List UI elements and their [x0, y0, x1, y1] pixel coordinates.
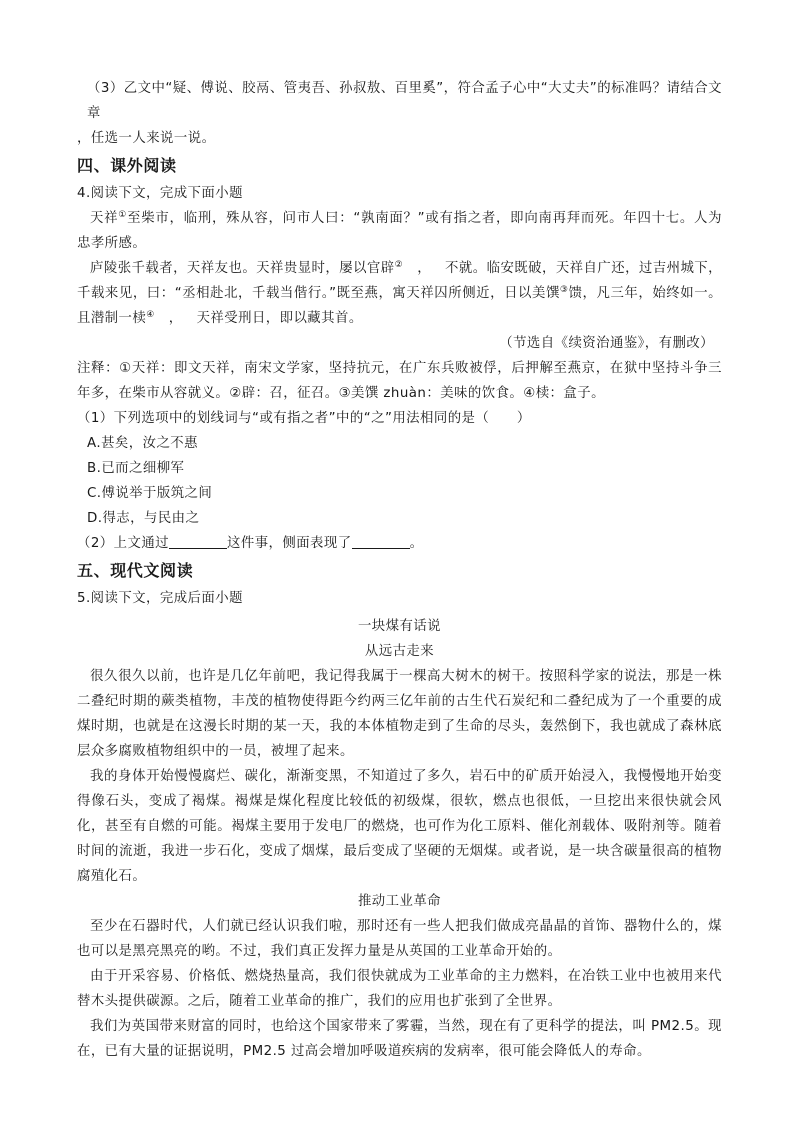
- question-4-1: （1）下列选项中的划线词与“或有指之者”中的“之”用法相同的是（ ）: [77, 411, 531, 426]
- question-4-2: （2）上文通过 这件事，侧面表现了 。: [77, 536, 424, 551]
- subheading-2: 推动工业革命: [357, 894, 442, 909]
- article-paragraph-4: 由于开采容易、价格低、燃烧热量高，我们很快就成为工业革命的主力燃料，在冶铁工业中也被用来代替木头提供碳源。之后，随着工业革命的推广，我们的应用也扩张到了全世界。: [77, 969, 722, 1009]
- classical-paragraph-2: 庐陵张千载者，天祥友也。天祥贵显时，屡以官辟② ， 不就。临安既破，天祥自广还，过吉州城下，千载来见，曰：“丞相赴北，千载当偕行。”既至燕，寓天祥囚所侧近，日以美馔③馈，凡三年，始终如一。且潜制一椟④ ， 天祥受刑日，即以藏其首。: [77, 260, 722, 326]
- footnote-marker-3: ③: [559, 285, 569, 295]
- option-a: A.甚矣，汝之不惠: [87, 436, 198, 451]
- article-title: 一块煤有话说: [357, 619, 442, 634]
- document-page: [77, 76, 722, 1064]
- question-3-prompt-cont: ，任选一人来说一说。: [77, 131, 216, 146]
- option-d: D.得志，与民由之: [87, 511, 200, 526]
- footnote-marker-4: ④: [146, 310, 155, 320]
- option-b: B.已而之细柳军: [87, 461, 185, 476]
- footnote-marker-2: ②: [394, 260, 404, 270]
- section-4-heading: 四、课外阅读: [77, 156, 177, 175]
- answer-blank-1[interactable]: [169, 534, 227, 549]
- annotations: 注释：①天祥：即文天祥，南宋文学家，坚持抗元，在广东兵败被俘，后押解至燕京，在狱中坚持斗争三年多，在柴市从容就义。②辟：召，征召。③美馔 zhuàn：美味的饮食。④椟：盒子。: [77, 361, 722, 401]
- article-paragraph-3: 至少在石器时代，人们就已经认识我们啦，那时还有一些人把我们做成亮晶晶的首饰、器物什么的，煤也可以是黑亮黑亮的哟。不过，我们真正发挥力量是从英国的工业革命开始的。: [77, 919, 722, 959]
- classical-paragraph-1: 天祥①至柴市，临刑，殊从容，问市人曰：“孰南面？”或有指之者，即向南再拜而死。年四十七。人为忠孝所感。: [77, 210, 722, 251]
- answer-blank-2[interactable]: [352, 534, 410, 549]
- section-5-intro: 5.阅读下文，完成后面小题: [77, 591, 243, 606]
- article-paragraph-5: 我们为英国带来财富的同时，也给这个国家带来了雾霾，当然，现在有了更科学的提法，叫 PM2.5。现在，已有大量的证据说明，PM2.5 过高会增加呼吸道疾病的发病率，很可能会降低人的寿命。: [77, 1019, 722, 1059]
- option-c: C.傅说举于版筑之间: [87, 486, 213, 501]
- article-paragraph-1: 很久很久以前，也许是几亿年前吧，我记得我属于一棵高大树木的树干。按照科学家的说法，那是一株二叠纪时期的蕨类植物，丰茂的植物使得距今约两三亿年前的古生代石炭纪和二叠纪成为了一个重要的成煤时期，也就是在这漫长时期的某一天，我的本体植物走到了生命的尽头，轰然倒下，我也就成了森林底层众多腐败植物组织中的一员，被埋了起来。: [77, 669, 722, 759]
- source-citation: （节选自《续资治通鉴》，有删改）: [499, 336, 714, 351]
- section-5-heading: 五、现代文阅读: [77, 561, 194, 580]
- question-3-prompt: （3）乙文中“疑、傅说、胶鬲、管夷吾、孙叔敖、百里奚”，符合孟子心中“大丈夫”的标准吗？请结合文章: [87, 81, 722, 121]
- section-4-intro: 4.阅读下文，完成下面小题: [77, 186, 243, 201]
- subheading-1: 从远古走来: [364, 644, 435, 659]
- footnote-marker-1: ①: [118, 210, 128, 220]
- article-paragraph-2: 我的身体开始慢慢腐烂、碳化，渐渐变黑，不知道过了多久，岩石中的矿质开始浸入，我慢慢地开始变得像石头，变成了褐煤。褐煤是煤化程度比较低的初级煤，很软，燃点也很低，一旦挖出来很快就会风化，甚至有自燃的可能。褐煤主要用于发电厂的燃烧，也可作为化工原料、催化剂载体、吸附剂等。随着时间的流逝，我进一步石化，变成了烟煤，最后变成了坚硬的无烟煤。或者说，是一块含碳量很高的植物腐殖化石。: [77, 769, 722, 884]
